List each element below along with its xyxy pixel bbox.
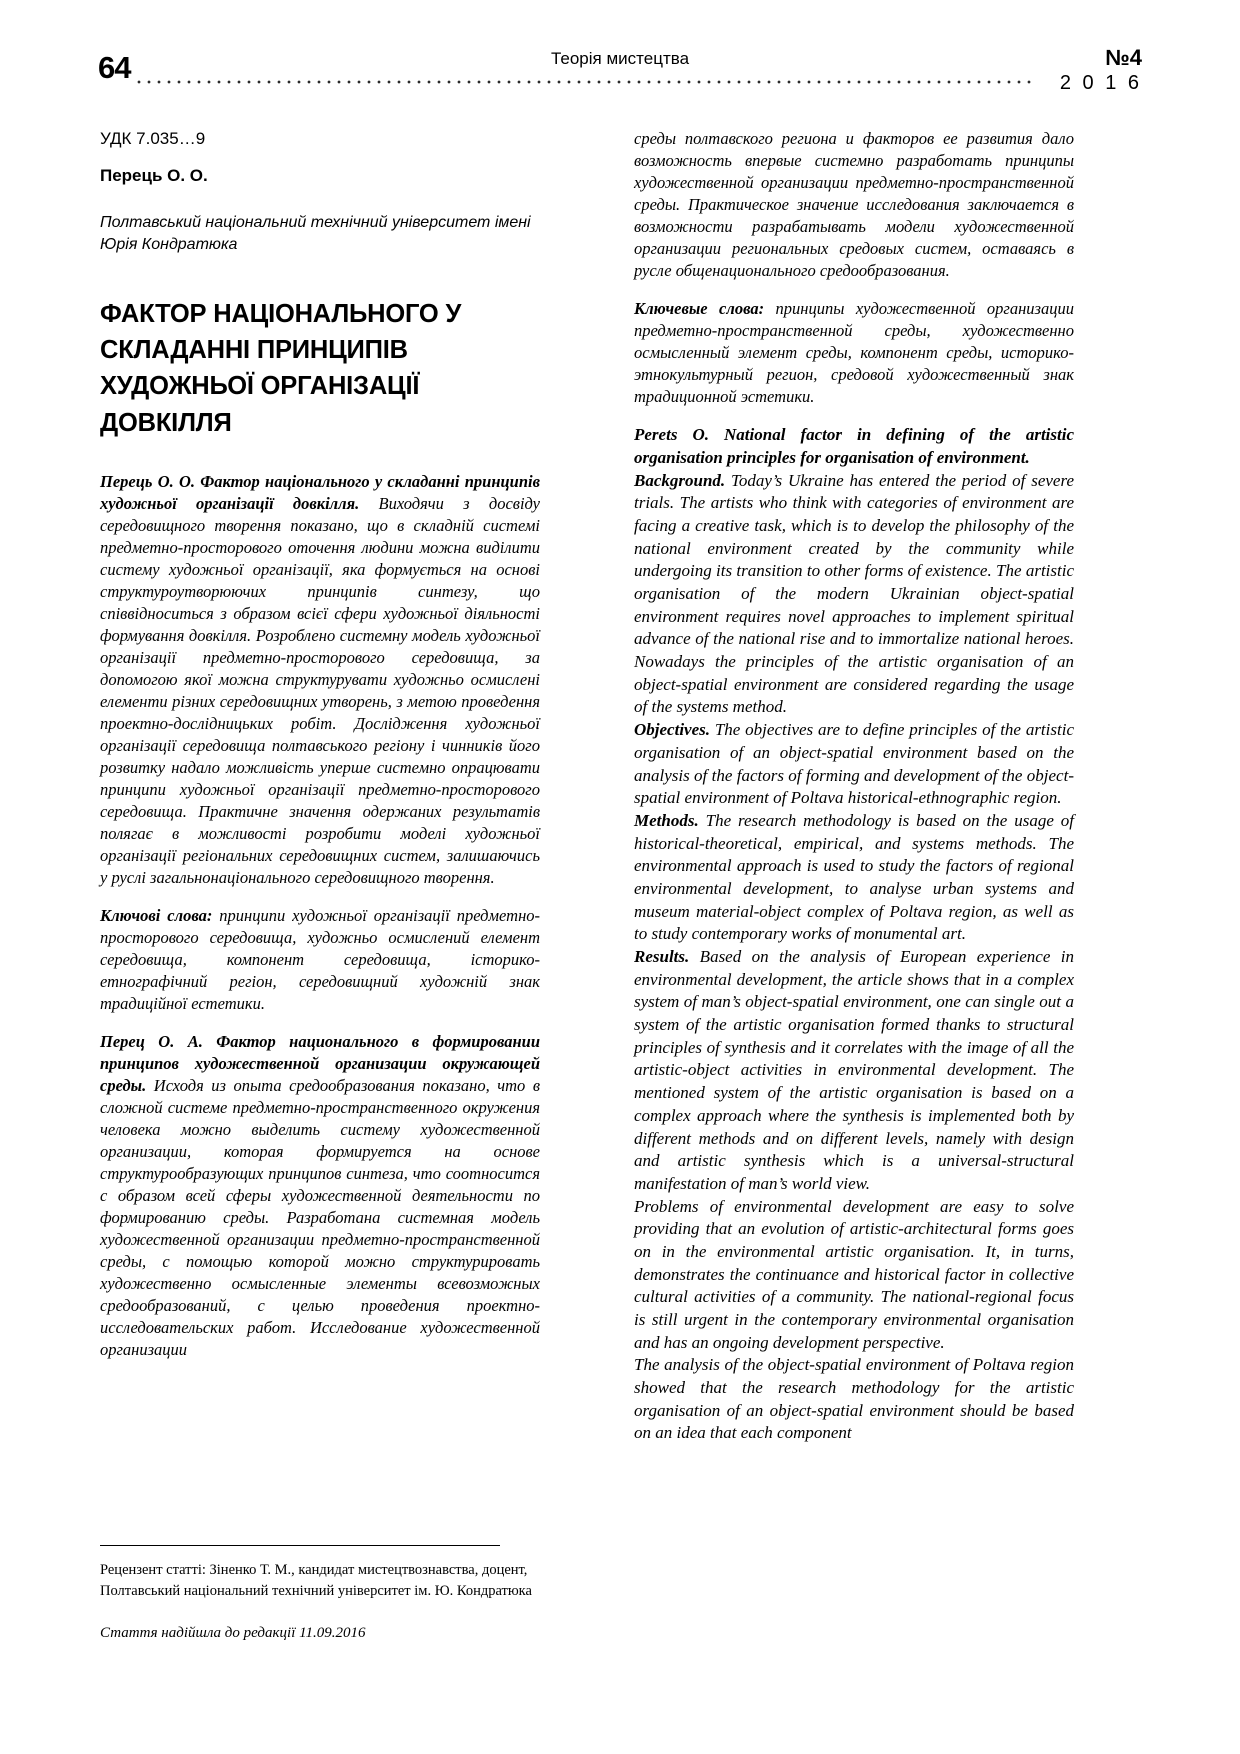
keywords-ukrainian-label: Ключові слова: (100, 906, 213, 926)
keywords-ukrainian (100, 905, 540, 1015)
english-paragraph-analysis: The analysis of the object-spatial environment of Poltava region showed that the research methodology for the artistic organisation of an object-spatial environment should be based on an idea that each component (634, 1355, 1074, 1443)
left-column (100, 128, 540, 1377)
section-label-results: Results. (634, 947, 690, 966)
english-section-methods (634, 810, 1074, 946)
abstract-ukrainian-body: Виходячи з досвіду середовищного творення показано, що в складній системі предметно-просторового оточення людини можна виділити систему художньої організації, яка формується на основі структуроутворюючих принципів синтезу, що співвідноситься з образом всієї сфери художньої діяльності формування довкілля. Розроблено системну модель художньої організації предметно-просторового середовища, за допомогою якої можна структурувати художньо осмислені елементи різних середовищних утворень, з метою проведення проектно-дослідницьких робіт. Дослідження художньої організації середовища полтавського регіону і чинників його розвитку надало можливість уперше системно опрацювати принципи художньої організації предметно-просторового середовища. Практичне значення одержаних результатів полягає в можливості розробити моделі художньої організації регіональних середовищних систем, залишаючись у руслі загальнонаціонального середовищного творення. (100, 493, 540, 888)
section-text-background: Today’s Ukraine has entered the period of severe trials. The artists who think with categories of environment are facing a creative task, which is to develop the philosophy of the national environment created by the community while undergoing its transition to other forms of existence. The artistic organisation of the modern Ukrainian object-spatial environment requires novel approaches to implement spiritual advance of the national rise and to immortalize national heroes. Nowadays the principles of the artistic organisation of an object-spatial environment are considered regarding the usage of the systems method. (634, 470, 1074, 717)
english-paragraph-problems: Problems of environmental development are easy to solve providing that an evolution of artistic-architectural forms goes on in the environmental artistic organisation. It, in turns, demonstrates the continuance and historical factor in collective cultural activities of a community. The national-regional focus is still urgent in the contemporary environmental organisation and has an ongoing development perspective. (634, 1196, 1074, 1352)
footnote-zone (100, 1545, 540, 1644)
issue-year: 2 0 1 6 (1059, 72, 1142, 94)
received-date: Стаття надійшла до редакції 11.09.2016 (100, 1625, 366, 1642)
author-name: Перець О. О. (100, 165, 208, 185)
reviewer-note: Рецензент статті: Зіненко Т. М., кандидат мистецтвознавства, доцент, Полтавський національний технічний університет ім. Ю. Кондратюка (100, 1562, 532, 1599)
author-affiliation: Полтавський національний технічний університет імені Юрія Кондратюка (100, 213, 531, 253)
english-section-objectives (634, 719, 1074, 810)
right-column (634, 128, 1074, 1445)
page-header (98, 44, 1142, 106)
section-label-background: Background. (634, 470, 726, 490)
keywords-ukrainian-body: принципи художньої організації предметно-просторового середовища, художньо осмислений елемент середовища, компонент середовища, історико-етнографічний регіон, середовищний художній знак традиційної естетики. (100, 906, 540, 1014)
abstract-ukrainian-lead: Перець О. О. Фактор національного у складанні принципів художньої організації довкілля. (100, 471, 540, 513)
header-dotted-rule (134, 80, 1032, 84)
english-section-background (634, 470, 1074, 720)
footnote-divider (100, 1545, 500, 1546)
keywords-russian (634, 298, 1074, 408)
abstract-ukrainian (100, 471, 540, 889)
issue-number: №4 (1105, 45, 1142, 70)
keywords-russian-label: Ключевые слова: (634, 299, 765, 319)
keywords-russian-body: принципы художественной организации предметно-пространственной среды, художественно осмысленный элемент среды, компонент среды, историко-этнокультурный регион, средовой художественный знак традиционной эстетики. (634, 299, 1074, 407)
abstract-russian-continued: среды полтавского региона и факторов ее развития дало возможность впервые системно разработать принципы художественной организации предметно-пространственной среды. Практическое значение исследования заключается в возможности разрабатывать модели художественной организации региональных средовых систем, оставаясь в русле общенационального средообразования. (634, 129, 1074, 281)
abstract-russian (100, 1031, 540, 1361)
section-label-objectives: Objectives. (634, 720, 710, 740)
section-text-objectives: The objectives are to define principles of the artistic organisation of an object-spatial environment based on the analysis of the factors of forming and development of the object-spatial environment of Poltava historical-ethnographic region. (634, 720, 1074, 808)
section-label-methods: Methods. (634, 810, 699, 830)
section-text-methods: The research methodology is based on the usage of historical-theoretical, empirical, and systems methods. The environmental approach is used to study the factors of regional environmental development, to analyse urban systems and museum material-object complex of Poltava region, as well as to study contemporary works of monumental art. (634, 810, 1074, 944)
article-title: ФАКТОР НАЦІОНАЛЬНОГО У СКЛАДАННІ ПРИНЦИПІВ ХУДОЖНЬОЇ ОРГАНІЗАЦІЇ ДОВКІЛЛЯ (100, 300, 462, 437)
page-number: 64 (98, 50, 131, 85)
udk-code: УДК 7.035…9 (100, 129, 206, 148)
abstract-russian-lead: Перец О. А. Фактор национального в формировании принципов художественной организации окружающей среды. (100, 1032, 540, 1096)
abstract-russian-body: Исходя из опыта средообразования показано, что в сложной системе предметно-пространственного окружения человека можно выделить систему художественной организации, которая формируется на основе структурообразующих принципов синтеза, что соотносится с образом всей сферы художественной деятельности по формированию среды. Разработана системная модель художественной организации предметно-пространственной среды, с помощью которой можно структурировать художественно осмысленные элементы всевозможных средообразований, с целью проведения проектно-исследовательских работ. Исследование художественной организации (100, 1076, 540, 1360)
section-text-results: Based on the analysis of European experience in environmental development, the article shows that in a complex system of man’s object-spatial environment, one can single out a system of the artistic organisation formed thanks to structural principles of synthesis and it correlates with the image of all the artistic-object activities in environmental development. The mentioned system of the artistic organisation is based on a complex approach where the synthesis is implemented both by different methods and on different levels, namely with design and artistic synthesis which is a universal-structural manifestation of man’s world view. (634, 947, 1074, 1193)
english-section-results (634, 946, 1074, 1196)
english-title: Perets O. National factor in defining of the artistic organisation principles for organisation of environment. (634, 425, 1074, 467)
running-title: Теорія мистецтва (550, 49, 690, 68)
